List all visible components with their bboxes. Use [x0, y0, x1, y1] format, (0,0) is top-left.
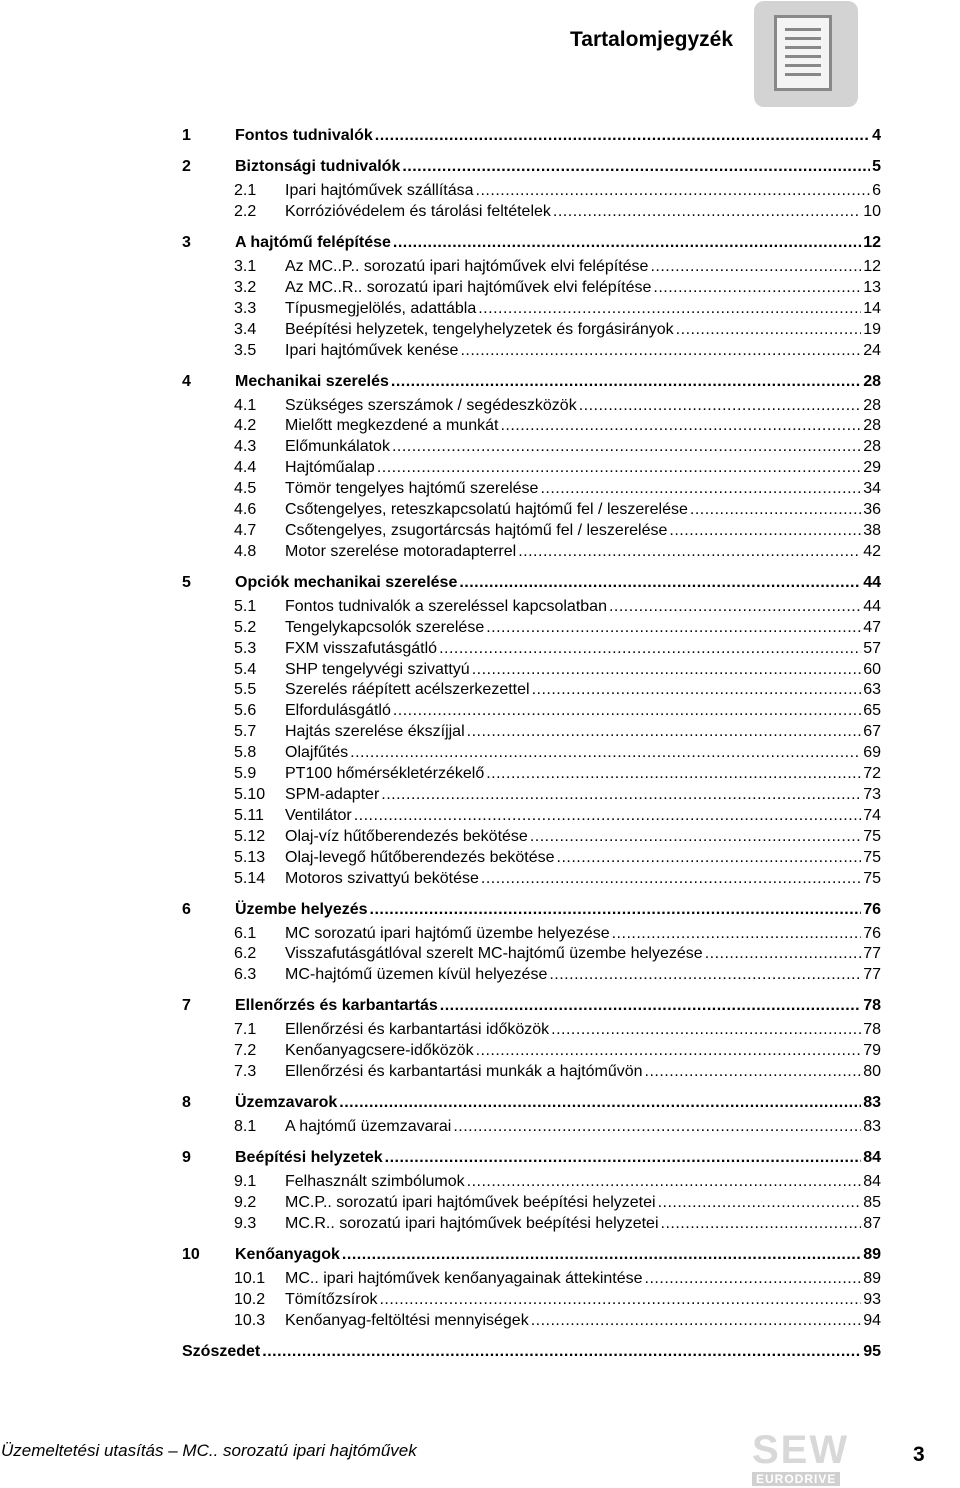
page-number: 3	[913, 1443, 925, 1466]
toc-page-number: 19	[863, 320, 881, 338]
toc-title: Fontos tudnivalók	[235, 127, 373, 144]
toc-title: Üzemzavarok	[235, 1094, 338, 1112]
toc-leader-dots	[402, 157, 870, 176]
toc-number: 9.3	[234, 1214, 257, 1232]
toc-leader-dots	[476, 1041, 862, 1060]
toc-section[interactable]	[234, 827, 881, 848]
toc-section[interactable]	[234, 299, 881, 320]
toc-leader-dots	[645, 1062, 862, 1081]
toc-page-number: 28	[863, 396, 881, 414]
toc-leader-dots	[391, 372, 861, 391]
toc-number: 3.3	[234, 299, 257, 317]
toc-number: 4.7	[234, 521, 257, 539]
toc-section[interactable]	[234, 1290, 881, 1311]
toc-page-number: 13	[863, 278, 881, 296]
toc-title: Szószedet	[182, 1342, 261, 1360]
toc-title: Tengelykapcsolók szerelése	[285, 618, 485, 636]
toc-title: Csőtengelyes, zsugortárcsás hajtómű fel / leszerelése	[285, 521, 668, 539]
toc-section[interactable]	[234, 639, 881, 660]
toc-page-number: 28	[863, 438, 881, 456]
toc-number: 10.3	[234, 1311, 266, 1329]
toc-leader-dots	[518, 542, 861, 561]
toc-title: Az MC..R.. sorozatú ipari hajtóművek elvi felépítése	[285, 278, 652, 296]
toc-title: Opciók mechanikai szerelése	[235, 573, 458, 591]
toc-leader-dots	[472, 660, 862, 679]
toc-number: 4.1	[234, 396, 257, 414]
toc-title: Ventilátor	[285, 806, 352, 824]
toc-page-number: 44	[863, 597, 881, 615]
toc-leader-dots	[393, 701, 861, 720]
toc-page-number: 85	[863, 1194, 881, 1211]
toc-leader-dots	[377, 458, 861, 477]
toc-leader-dots	[379, 1290, 861, 1309]
toc-number: 5.5	[234, 681, 257, 699]
toc-leader-dots	[650, 257, 861, 276]
toc-title: Mielőtt megkezdené a munkát	[285, 417, 499, 435]
toc-number: 4.3	[234, 438, 257, 456]
toc-page-number: 63	[863, 681, 881, 699]
toc-number: 5.12	[234, 827, 266, 845]
toc-page-number: 87	[863, 1214, 881, 1232]
toc-chapter[interactable]	[182, 1093, 881, 1114]
toc-leader-dots	[690, 500, 861, 519]
toc-page-number: 95	[863, 1342, 881, 1360]
toc-page-number: 77	[863, 966, 881, 984]
toc-number: 2.2	[234, 202, 257, 220]
toc-title: Hajtóműalap	[285, 459, 375, 477]
toc-leader-dots	[467, 722, 862, 741]
toc-title: FXM visszafutásgátló	[285, 639, 438, 657]
toc-title: Szükséges szerszámok / segédeszközök	[285, 396, 577, 414]
toc-leader-dots	[476, 181, 871, 200]
toc-section[interactable]	[234, 1020, 881, 1041]
toc-page-number: 65	[863, 702, 881, 720]
toc-number: 5	[182, 573, 191, 591]
toc-section[interactable]	[234, 542, 881, 563]
toc-number: 3.1	[234, 257, 257, 275]
toc-leader-dots	[530, 827, 861, 846]
toc-leader-dots	[676, 320, 862, 339]
toc-number: 8.1	[234, 1118, 257, 1136]
toc-title: Ellenőrzési és karbantartási időközök	[285, 1021, 550, 1039]
toc-leader-dots	[460, 341, 861, 360]
toc-leader-dots	[661, 1214, 862, 1233]
toc-title: PT100 hőmérsékletérzékelő	[285, 765, 485, 782]
toc-page-number: 4	[872, 127, 881, 144]
toc-leader-dots	[439, 639, 861, 658]
toc-section[interactable]	[234, 680, 881, 701]
toc-page-number: 94	[863, 1311, 881, 1329]
toc-leader-dots	[658, 1193, 862, 1212]
toc-leader-dots	[579, 396, 862, 415]
toc-page-number: 12	[863, 233, 881, 251]
toc-page-number: 10	[863, 202, 881, 220]
toc-leader-dots	[669, 521, 861, 540]
toc-section[interactable]	[234, 869, 881, 890]
toc-number: 5.11	[234, 806, 264, 824]
toc-leader-dots	[705, 944, 862, 963]
toc-page-number: 75	[863, 848, 881, 866]
toc-section[interactable]	[234, 944, 881, 965]
toc-page-number: 72	[863, 765, 881, 782]
toc-number: 9.1	[234, 1173, 257, 1191]
toc-page-number: 24	[863, 341, 881, 359]
toc-number: 3.5	[234, 341, 257, 359]
toc-title: MC-hajtómű üzemen kívül helyezése	[285, 966, 548, 984]
toc-page-number: 78	[863, 997, 881, 1015]
toc-number: 5.1	[234, 597, 257, 615]
toc-section[interactable]	[234, 1117, 881, 1138]
toc-leader-dots	[653, 278, 861, 297]
toc-title: Szerelés ráépített acélszerkezettel	[285, 681, 530, 699]
toc-number: 7.2	[234, 1042, 257, 1060]
toc-number: 5.2	[234, 618, 257, 636]
toc-section[interactable]	[234, 521, 881, 542]
toc-leader-dots	[540, 479, 861, 498]
toc-title: Hajtás szerelése ékszíjjal	[285, 723, 465, 741]
toc-chapter[interactable]	[182, 1148, 881, 1169]
toc-title: MC.. ipari hajtóművek kenőanyagainak áttekintése	[285, 1269, 643, 1287]
toc-chapter[interactable]	[182, 1342, 881, 1363]
toc-section[interactable]	[234, 320, 881, 341]
toc-number: 4.4	[234, 459, 257, 477]
toc-section[interactable]	[234, 1193, 881, 1214]
toc-title: Motor szerelése motoradapterrel	[285, 542, 517, 560]
toc-number: 4.2	[234, 417, 257, 435]
toc-title: Motoros szivattyú bekötése	[285, 869, 479, 887]
toc-section[interactable]	[234, 416, 881, 437]
toc-leader-dots	[481, 869, 861, 888]
toc-section[interactable]	[234, 806, 881, 827]
toc-leader-dots	[553, 202, 861, 221]
toc-section[interactable]	[234, 1214, 881, 1235]
toc-chapter[interactable]	[182, 996, 881, 1017]
toc-leader-dots	[609, 597, 861, 616]
toc-number: 5.6	[234, 702, 257, 720]
toc-leader-dots	[262, 1342, 861, 1361]
toc-title: Olaj-levegő hűtőberendezés bekötése	[285, 848, 555, 866]
toc-number: 5.13	[234, 848, 266, 866]
toc-title: Előmunkálatok	[285, 438, 390, 456]
toc-leader-dots	[531, 1311, 862, 1330]
toc-leader-dots	[549, 965, 861, 984]
toc-number: 4.5	[234, 480, 257, 498]
toc-section[interactable]	[234, 181, 881, 202]
toc-number: 5.8	[234, 744, 257, 762]
toc-title: A hajtómű üzemzavarai	[285, 1118, 452, 1136]
toc-number: 7.3	[234, 1063, 257, 1081]
toc-title: Beépítési helyzetek, tengelyhelyzetek és forgásirányok	[285, 320, 674, 338]
toc-section[interactable]	[234, 500, 881, 521]
toc-page-number: 78	[863, 1021, 881, 1039]
toc-number: 7	[182, 997, 191, 1015]
toc-page-number: 75	[863, 827, 881, 845]
toc-page-number: 73	[863, 785, 881, 803]
toc-page-number: 75	[863, 869, 881, 887]
toc-page-number: 93	[863, 1290, 881, 1308]
toc-page-number: 6	[872, 182, 881, 199]
toc-title: Beépítési helyzetek	[235, 1149, 383, 1167]
toc-number: 3	[182, 233, 191, 251]
toc-leader-dots	[459, 573, 861, 592]
toc-page-number: 60	[863, 660, 881, 678]
toc-section[interactable]	[234, 202, 881, 223]
toc-title: Kenőanyagok	[235, 1245, 340, 1263]
toc-leader-dots	[350, 743, 861, 762]
toc-title: Mechanikai szerelés	[235, 372, 389, 390]
toc-leader-dots	[645, 1269, 862, 1288]
toc-number: 6.2	[234, 945, 257, 963]
toc-leader-dots	[486, 618, 861, 637]
toc-leader-dots	[342, 1245, 861, 1264]
toc-page-number: 74	[863, 806, 881, 824]
toc-chapter[interactable]	[182, 126, 881, 147]
toc-page-number: 83	[863, 1094, 881, 1112]
toc-title: Kenőanyag-feltöltési mennyiségek	[285, 1311, 529, 1329]
toc-section[interactable]	[234, 1062, 881, 1083]
toc-page-number: 36	[863, 501, 881, 518]
toc-section[interactable]	[234, 924, 881, 945]
toc-section[interactable]	[234, 479, 881, 500]
toc-page-number: 42	[863, 542, 881, 560]
toc-section[interactable]	[234, 618, 881, 639]
toc-leader-dots	[551, 1020, 861, 1039]
toc-page-number: 76	[863, 924, 881, 942]
toc-page-number: 83	[863, 1118, 881, 1136]
toc-number: 5.14	[234, 869, 266, 887]
toc-section[interactable]	[234, 341, 881, 362]
toc-title: Az MC..P.. sorozatú ipari hajtóművek elvi felépítése	[285, 257, 649, 275]
toc-number: 2	[182, 158, 191, 175]
toc-chapter[interactable]	[182, 1245, 881, 1266]
toc-page-number: 84	[863, 1149, 881, 1167]
toc-leader-dots	[453, 1117, 861, 1136]
toc-section[interactable]	[234, 1172, 881, 1193]
toc-chapter[interactable]	[182, 157, 881, 178]
toc-section[interactable]	[234, 458, 881, 479]
toc-number: 9.2	[234, 1194, 257, 1211]
toc-number: 2.1	[234, 182, 257, 199]
toc-number: 6	[182, 900, 191, 918]
toc-section[interactable]	[234, 743, 881, 764]
toc-page-number: 89	[863, 1269, 881, 1287]
toc-section[interactable]	[234, 660, 881, 681]
toc-title: Ipari hajtóművek kenése	[285, 341, 459, 359]
toc-number: 5.7	[234, 723, 257, 741]
toc-section[interactable]	[234, 437, 881, 458]
toc-title: Biztonsági tudnivalók	[235, 158, 401, 175]
toc-title: Olaj-víz hűtőberendezés bekötése	[285, 827, 528, 845]
toc-chapter[interactable]	[182, 900, 881, 921]
toc-page-number: 89	[863, 1245, 881, 1263]
toc-title: Ipari hajtóművek szállítása	[285, 182, 474, 199]
toc-page-number: 38	[863, 521, 881, 539]
toc-page-number: 69	[863, 744, 881, 762]
toc-number: 10	[182, 1245, 200, 1263]
toc-number: 1	[182, 127, 191, 144]
toc-page-number: 29	[863, 459, 881, 477]
toc-leader-dots	[393, 233, 861, 252]
toc-section[interactable]	[234, 1311, 881, 1332]
toc-title: Tömör tengelyes hajtómű szerelése	[285, 480, 539, 498]
toc-title: Típusmegjelölés, adattábla	[285, 299, 477, 317]
toc-title: MC.P.. sorozatú ipari hajtóművek beépítési helyzetei	[285, 1194, 656, 1211]
toc-page-number: 28	[863, 417, 881, 435]
toc-section[interactable]	[234, 701, 881, 722]
toc-title: Olajfűtés	[285, 744, 349, 762]
toc-section[interactable]	[234, 396, 881, 417]
toc-section[interactable]	[234, 965, 881, 986]
toc-page-number: 77	[863, 945, 881, 963]
toc-title: Ellenőrzési és karbantartási munkák a hajtóművön	[285, 1063, 643, 1081]
toc-title: Tömítőzsírok	[285, 1290, 378, 1308]
toc-number: 4.6	[234, 501, 257, 518]
toc-leader-dots	[354, 806, 861, 825]
toc-leader-dots	[381, 785, 861, 804]
toc-section[interactable]	[234, 785, 881, 806]
toc-number: 6.3	[234, 966, 257, 984]
toc-title: Csőtengelyes, reteszkapcsolatú hajtómű fel / leszerelése	[285, 501, 688, 518]
toc-section[interactable]	[234, 278, 881, 299]
toc-page-number: 47	[863, 618, 881, 636]
toc-leader-dots	[375, 126, 870, 145]
toc-chapter[interactable]	[182, 372, 881, 393]
toc-title: Felhasznált szimbólumok	[285, 1173, 465, 1191]
toc-title: Korrózióvédelem és tárolási feltételek	[285, 202, 551, 220]
toc-number: 9	[182, 1149, 191, 1167]
toc-title: Visszafutásgátlóval szerelt MC-hajtómű üzembe helyezése	[285, 945, 703, 963]
toc-page-number: 79	[863, 1042, 881, 1060]
toc-leader-dots	[478, 299, 861, 318]
toc-leader-dots	[486, 764, 861, 783]
toc-title: MC.R.. sorozatú ipari hajtóművek beépítési helyzetei	[285, 1214, 659, 1232]
toc-title: SPM-adapter	[285, 785, 380, 803]
toc-leader-dots	[612, 924, 862, 943]
toc-chapter[interactable]	[182, 573, 881, 594]
toc-page-number: 84	[863, 1173, 881, 1191]
toc-page-number: 80	[863, 1063, 881, 1081]
toc-leader-dots	[557, 848, 862, 867]
sew-eurodrive-logo: SEW EURODRIVE	[752, 1428, 850, 1486]
document-icon	[754, 1, 858, 107]
toc-number: 3.4	[234, 320, 257, 338]
toc-number: 3.2	[234, 278, 257, 296]
toc-section[interactable]	[234, 257, 881, 278]
toc-section[interactable]	[234, 1269, 881, 1290]
toc-number: 7.1	[234, 1021, 257, 1039]
toc-page-number: 5	[872, 158, 881, 175]
toc-leader-dots	[532, 680, 862, 699]
toc-title: Fontos tudnivalók a szereléssel kapcsolatban	[285, 597, 607, 615]
toc-section[interactable]	[234, 848, 881, 869]
toc-title: Elfordulásgátló	[285, 702, 391, 720]
toc-page-number: 34	[863, 480, 881, 498]
toc-page-number: 12	[863, 257, 881, 275]
toc-section[interactable]	[234, 722, 881, 743]
toc-section[interactable]	[234, 764, 881, 785]
toc-number: 8	[182, 1094, 191, 1112]
toc-leader-dots	[392, 437, 861, 456]
toc-number: 5.3	[234, 639, 257, 657]
toc-leader-dots	[467, 1172, 862, 1191]
toc-number: 5.10	[234, 785, 266, 803]
toc-section[interactable]	[234, 597, 881, 618]
toc-page-number: 76	[863, 900, 881, 918]
toc-chapter[interactable]	[182, 233, 881, 254]
toc-leader-dots	[500, 416, 861, 435]
toc-page-number: 28	[863, 372, 881, 390]
page-title: Tartalomjegyzék	[570, 28, 734, 51]
toc-leader-dots	[339, 1093, 861, 1112]
toc-number: 10.1	[234, 1269, 266, 1287]
toc-page-number: 57	[863, 639, 881, 657]
toc-leader-dots	[385, 1148, 862, 1167]
toc-page-number: 14	[863, 299, 881, 317]
toc-number: 5.4	[234, 660, 257, 678]
toc-page-number: 44	[863, 573, 881, 591]
toc-number: 4	[182, 372, 191, 390]
toc-number: 6.1	[234, 924, 257, 942]
toc-leader-dots	[440, 996, 861, 1015]
toc-number: 10.2	[234, 1290, 266, 1308]
toc-page-number: 67	[863, 723, 881, 741]
toc-title: A hajtómű felépítése	[235, 233, 391, 251]
footer-document-title: Üzemeltetési utasítás – MC.. sorozatú ipari hajtóművek	[1, 1441, 417, 1460]
toc-number: 5.9	[234, 765, 257, 782]
toc-title: Ellenőrzés és karbantartás	[235, 997, 438, 1015]
toc-title: MC sorozatú ipari hajtómű üzembe helyezése	[285, 924, 610, 942]
toc-section[interactable]	[234, 1041, 881, 1062]
toc-title: Kenőanyagcsere-időközök	[285, 1042, 474, 1060]
toc-title: SHP tengelyvégi szivattyú	[285, 660, 470, 678]
toc-number: 4.8	[234, 542, 257, 560]
toc-leader-dots	[370, 900, 862, 919]
toc-title: Üzembe helyezés	[235, 900, 368, 918]
